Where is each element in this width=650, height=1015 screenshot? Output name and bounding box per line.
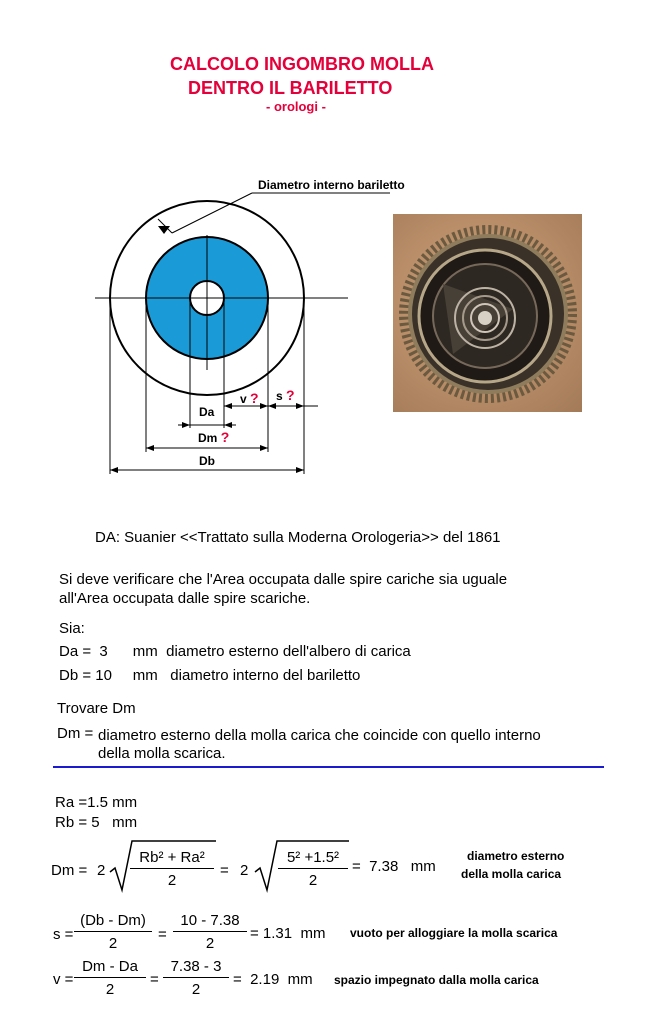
callout-label: Diametro interno bariletto — [258, 178, 405, 192]
s-label: s ? — [276, 387, 295, 403]
barrel-diagram — [0, 0, 393, 490]
v-formula-eq: = — [150, 971, 159, 988]
da-label: Da — [199, 405, 215, 419]
source-citation: DA: Suanier <<Trattato sulla Moderna Orologeria>> del 1861 — [95, 529, 501, 546]
callout-arrowhead — [158, 226, 170, 234]
db-definition: Db = 10 mm diametro interno del bariletto — [59, 667, 361, 684]
dm-result: = 7.38 mm — [352, 858, 436, 875]
callout-leader — [172, 193, 252, 233]
intro-line1: Si deve verificare che l'Area occupata dalle spire cariche sia uguale — [59, 571, 508, 588]
da-definition: Da = 3 mm diametro esterno dell'albero di carica — [59, 643, 411, 660]
v-formula-lhs: v = — [53, 971, 74, 988]
dm-formula-eq: = — [220, 862, 229, 879]
page-subtitle: - orologi - — [266, 99, 326, 114]
dm-def-line1: diametro esterno della molla carica che coincide con quello interno — [98, 727, 541, 744]
dm-note-line1: diametro esterno — [467, 849, 565, 863]
trovare-heading: Trovare Dm — [57, 700, 136, 717]
page-title-line2: DENTRO IL BARILETTO — [188, 78, 393, 98]
dm-formula-lhs: Dm = — [51, 862, 88, 879]
dm-fraction-1: $\frac{\text{Rb² + Ra²}}{2}$ — [130, 849, 214, 889]
s-fraction-1: $\frac{(Db - Dm)}{2}$ — [74, 912, 152, 952]
s-fraction-2: $\frac{10 - 7.38}{2}$ — [173, 912, 247, 952]
v-result: = 2.19 mm — [233, 971, 313, 988]
sia-label: Sia: — [59, 620, 85, 637]
v-fraction-1: $\frac{Dm - Da}{2}$ — [74, 958, 146, 998]
dm-note-line2: della molla carica — [461, 867, 562, 881]
s-formula-eq: = — [158, 926, 167, 943]
rb-value: Rb = 5 mm — [55, 814, 138, 831]
s-result: = 1.31 mm — [250, 925, 326, 942]
page-title-line1: CALCOLO INGOMBRO MOLLA — [170, 54, 434, 74]
dm-formula-coef1: 2 — [97, 862, 106, 879]
v-note: spazio impegnato dalla molla carica — [334, 973, 539, 987]
db-label: Db — [199, 454, 215, 468]
v-label: v ? — [240, 390, 259, 406]
v-fraction-2: $\frac{7.38 - 3}{2}$ — [163, 958, 229, 998]
dm-fraction-2: $\frac{\text{5² +1.5²}}{2}$ — [278, 849, 348, 889]
dm-label: Dm ? — [198, 429, 230, 445]
s-formula-lhs: s = — [53, 926, 74, 943]
s-note: vuoto per alloggiare la molla scarica — [350, 926, 558, 940]
intro-line2: all'Area occupata dalle spire scariche. — [59, 590, 311, 607]
dm-def-line2: della molla scarica. — [98, 745, 226, 762]
dm-def-label: Dm = — [57, 725, 94, 742]
divider — [53, 766, 604, 768]
dm-formula-coef2: 2 — [240, 862, 249, 879]
ra-value: Ra =1.5 mm — [55, 794, 138, 811]
barrel-photo-image — [393, 214, 582, 412]
